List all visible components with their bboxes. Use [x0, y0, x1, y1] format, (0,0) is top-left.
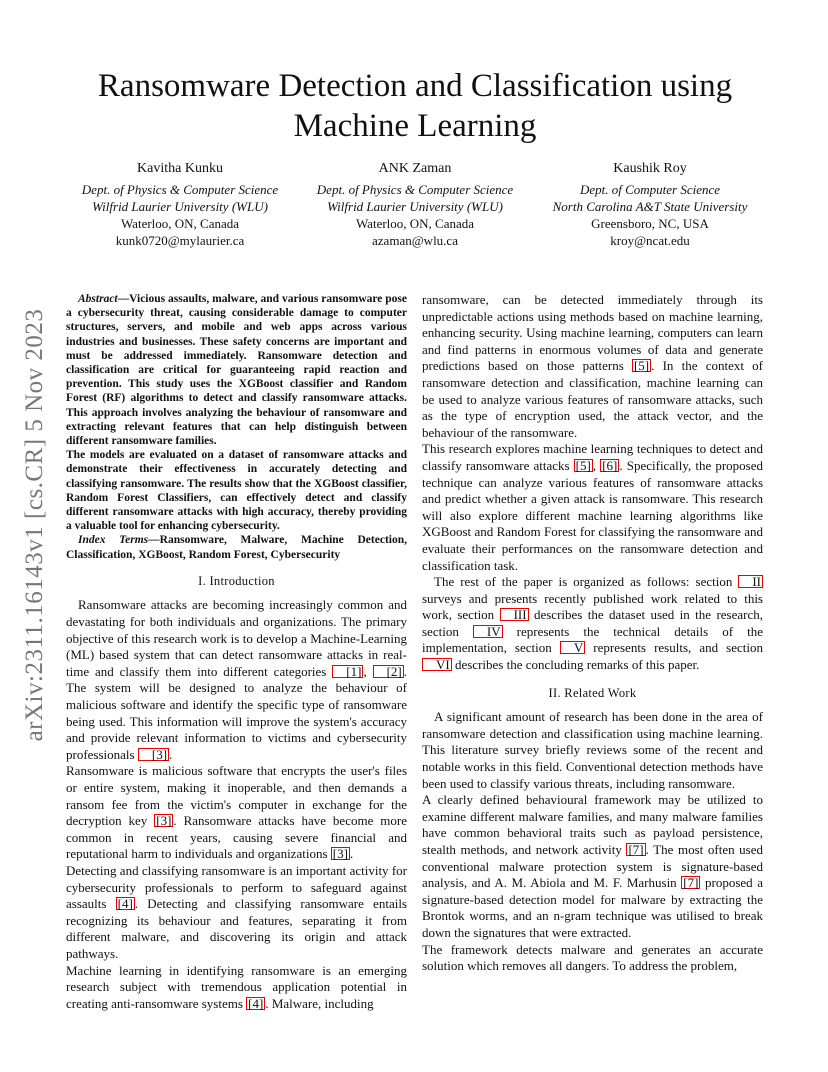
author-location: Waterloo, ON, Canada	[355, 216, 475, 231]
text-run: Ransomware is malicious software that encrypts the user's files or entire system, making it inoperable, and then demands a ransom fee from the victim's computer in exchange for the decryption key	[66, 763, 407, 829]
citation-link[interactable]: [1]	[332, 665, 363, 678]
text-run: . Detecting and classifying ransomware entails recognizing its behaviour and features, separating it from different malware, and discovering its origin and attack pathways.	[66, 896, 407, 961]
author-univ: North Carolina A&T State University	[552, 199, 748, 214]
author-email: azaman@wlu.ca	[372, 233, 458, 248]
text-run: describes the concluding remarks of this paper.	[451, 657, 700, 673]
citation-link[interactable]: [5]	[575, 457, 591, 473]
author-1	[60, 160, 300, 249]
text-run: Ransomware attacks are becoming increasingly common and devastating for both individuals and organizations. The primary objective of this research work is to develop a Machine-Learning (ML) based system that can detect ransomware attacks in real-time and classify them into different categories	[66, 597, 407, 679]
section-link[interactable]: II	[738, 575, 763, 588]
intro-paragraph-5	[422, 292, 763, 441]
arxiv-id-text: arXiv:2311.16143v1 [cs.CR] 5 Nov 2023	[21, 308, 48, 742]
author-dept: Dept. of Computer Science	[579, 182, 721, 197]
citation-link[interactable]: [3]	[156, 813, 172, 829]
abstract-paragraph-2: The models are evaluated on a dataset of ransomware attacks and demonstrate their effectiveness in accurately detecting and classifying ransomware. The results show that the XGBoost classifier, Random Forest Classifiers, can effectively detect and classify different ransomware attacks with high accuracy, thereby providing a valuable tool for enhancing cybersecurity.	[66, 449, 407, 533]
text-run: The rest of the paper is organized as follows: section	[434, 574, 739, 590]
author-name: ANK Zaman	[378, 161, 452, 176]
author-location: Greensboro, NC, USA	[591, 216, 709, 231]
citation-link[interactable]: [6]	[602, 457, 618, 473]
section-link[interactable]: V	[560, 641, 585, 654]
author-3	[530, 160, 770, 249]
author-dept: Dept. of Physics & Computer Science	[81, 182, 279, 197]
text-run: proposed a signature-based detection model for malware by extracting the Brontok worms, and an n-gram technique was utilised to break down the signatures that were extracted.	[422, 875, 763, 940]
author-email: kunk0720@mylaurier.ca	[115, 233, 245, 248]
related-paragraph-1: A significant amount of research has been done in the area of ransomware detection and classification using machine learning. This literature survey briefly reviews some of the recent and notable works in this field. Conventional detection methods have been used to classify various threats, including ransomware.	[422, 709, 763, 791]
text-run: describes the dataset used in the research, section	[422, 607, 764, 639]
right-column	[422, 292, 763, 975]
related-paragraph-3: The framework detects malware and generates an accurate solution which removes all dangers. To address the problem,	[422, 941, 763, 974]
text-run: Detecting and classifying ransomware is an important activity for cybersecurity professionals to perform to safeguard against assaults	[66, 862, 407, 912]
index-terms-text: —Ransomware, Malware, Machine Detection, Classification, XGBoost, Random Forest, Cybersecurity	[66, 534, 407, 561]
citation-link[interactable]: [2]	[373, 665, 404, 678]
section-heading-related-work: II. Related Work	[548, 685, 637, 700]
paper-title	[60, 66, 770, 146]
citation-link[interactable]: [4]	[248, 995, 264, 1011]
citation-link[interactable]: [7]	[683, 875, 699, 891]
text-run: represents results, and section	[585, 640, 764, 656]
text-run: . The system will be designed to analyze the behaviour of malicious software and identify the specific type of ransomware being used. This information will improve the system's accuracy and provide relevant information to victims and cybersecurity professionals	[66, 663, 408, 762]
intro-paragraph-1	[66, 597, 407, 763]
intro-paragraph-7	[422, 574, 763, 674]
author-name: Kavitha Kunku	[137, 161, 223, 176]
text-run: . Specifically, the proposed technique can analyze various features of ransomware attacks and predict whether a given attack is ransomware. This research will also explore different machine learning algorithms like XGBoost and Random Forest for classifying the ransomware and evaluate their performances on the ransomware detection and classification task.	[422, 457, 763, 573]
index-terms	[66, 533, 407, 561]
section-link[interactable]: VI	[422, 658, 452, 671]
text-run: . In the context of ransomware detection and classification, machine learning can be used to analyze various features of ransomware attacks, such as the type of encryption used, the attack vector, and the behaviour of the ransomware.	[422, 358, 763, 440]
citation-link[interactable]: [3]	[138, 748, 169, 761]
intro-paragraph-3	[66, 863, 407, 963]
abstract	[66, 292, 407, 448]
text-run: ,	[592, 457, 601, 473]
text-run: .	[349, 846, 354, 862]
author-location: Waterloo, ON, Canada	[120, 216, 240, 231]
arxiv-identifier	[18, 290, 52, 760]
text-run: Machine learning in identifying ransomware is an emerging research subject with tremendous application potential in creating anti-ransomware systems	[66, 962, 407, 1011]
section-link[interactable]: IV	[473, 625, 503, 638]
text-run: . Malware, including	[265, 995, 374, 1011]
left-column	[66, 292, 407, 1012]
abstract-label: Abstract	[78, 293, 118, 305]
author-2	[295, 160, 535, 249]
intro-paragraph-6	[422, 441, 763, 574]
index-terms-label: Index Terms	[78, 534, 149, 547]
title-line-1: Ransomware Detection and Classification using	[97, 68, 733, 104]
text-run: ,	[363, 663, 373, 679]
text-run: . The most often used conventional malware protection system is signature-based analysis, and A. M. Abiola and M. F. Marhusin	[422, 842, 763, 891]
author-dept: Dept. of Physics & Computer Science	[316, 182, 514, 197]
abstract-text-1: —Vicious assaults, malware, and various ransomware pose a cybersecurity threat, causing considerable damage to computer structures, servers, and mobile and web apps across various industries and businesses. These safety concerns are important and must be addressed immediately. Ransomware detection and classification are critical for guaranteeing rapid reaction and prevention. This study uses the XGBoost classifier and Random Forest (RF) algorithms to detect and classify ransomware attacks. This approach involves analyzing the behaviour of ransomware and extracting relevant features that can help distinguish between different ransomware families.	[66, 293, 407, 448]
section-link[interactable]: III	[500, 608, 529, 621]
title-line-2: Machine Learning	[293, 108, 537, 144]
citation-link[interactable]: [3]	[332, 846, 348, 862]
text-run: . Ransomware attacks have become more common in recent years, causing severe financial and reputational harm to individuals and organizations	[66, 813, 407, 862]
text-run: surveys and presents recently published work related to this work, section	[422, 590, 763, 623]
citation-link[interactable]: [4]	[117, 896, 133, 912]
citation-link[interactable]: [7]	[628, 842, 644, 857]
text-run: ransomware, can be detected immediately through its unpredictable actions using methods based on machine learning, enhancing security. Using machine learning, computers can learn and find patterns in enormous volumes of data and generate predictions based on those patterns	[422, 292, 763, 374]
author-name: Kaushik Roy	[613, 161, 687, 176]
text-run: represents the technical details of the implementation, section	[422, 623, 763, 656]
intro-paragraph-2	[66, 763, 407, 863]
author-univ: Wilfrid Laurier University (WLU)	[327, 199, 503, 214]
section-heading-introduction: I. Introduction	[198, 573, 275, 588]
text-run: .	[169, 746, 173, 762]
intro-paragraph-4	[66, 963, 407, 1013]
text-run: This research explores machine learning techniques to detect and classify ransomware attacks	[422, 441, 763, 473]
author-univ: Wilfrid Laurier University (WLU)	[92, 199, 268, 214]
author-email: kroy@ncat.edu	[610, 233, 690, 248]
text-run: A clearly defined behavioural framework may be utilized to examine different malware families, and many malware families have common behavioral traits such as payload persistence, stealth methods, and network activity	[422, 792, 763, 857]
citation-link[interactable]: [5]	[633, 358, 650, 374]
related-paragraph-2	[422, 792, 763, 941]
